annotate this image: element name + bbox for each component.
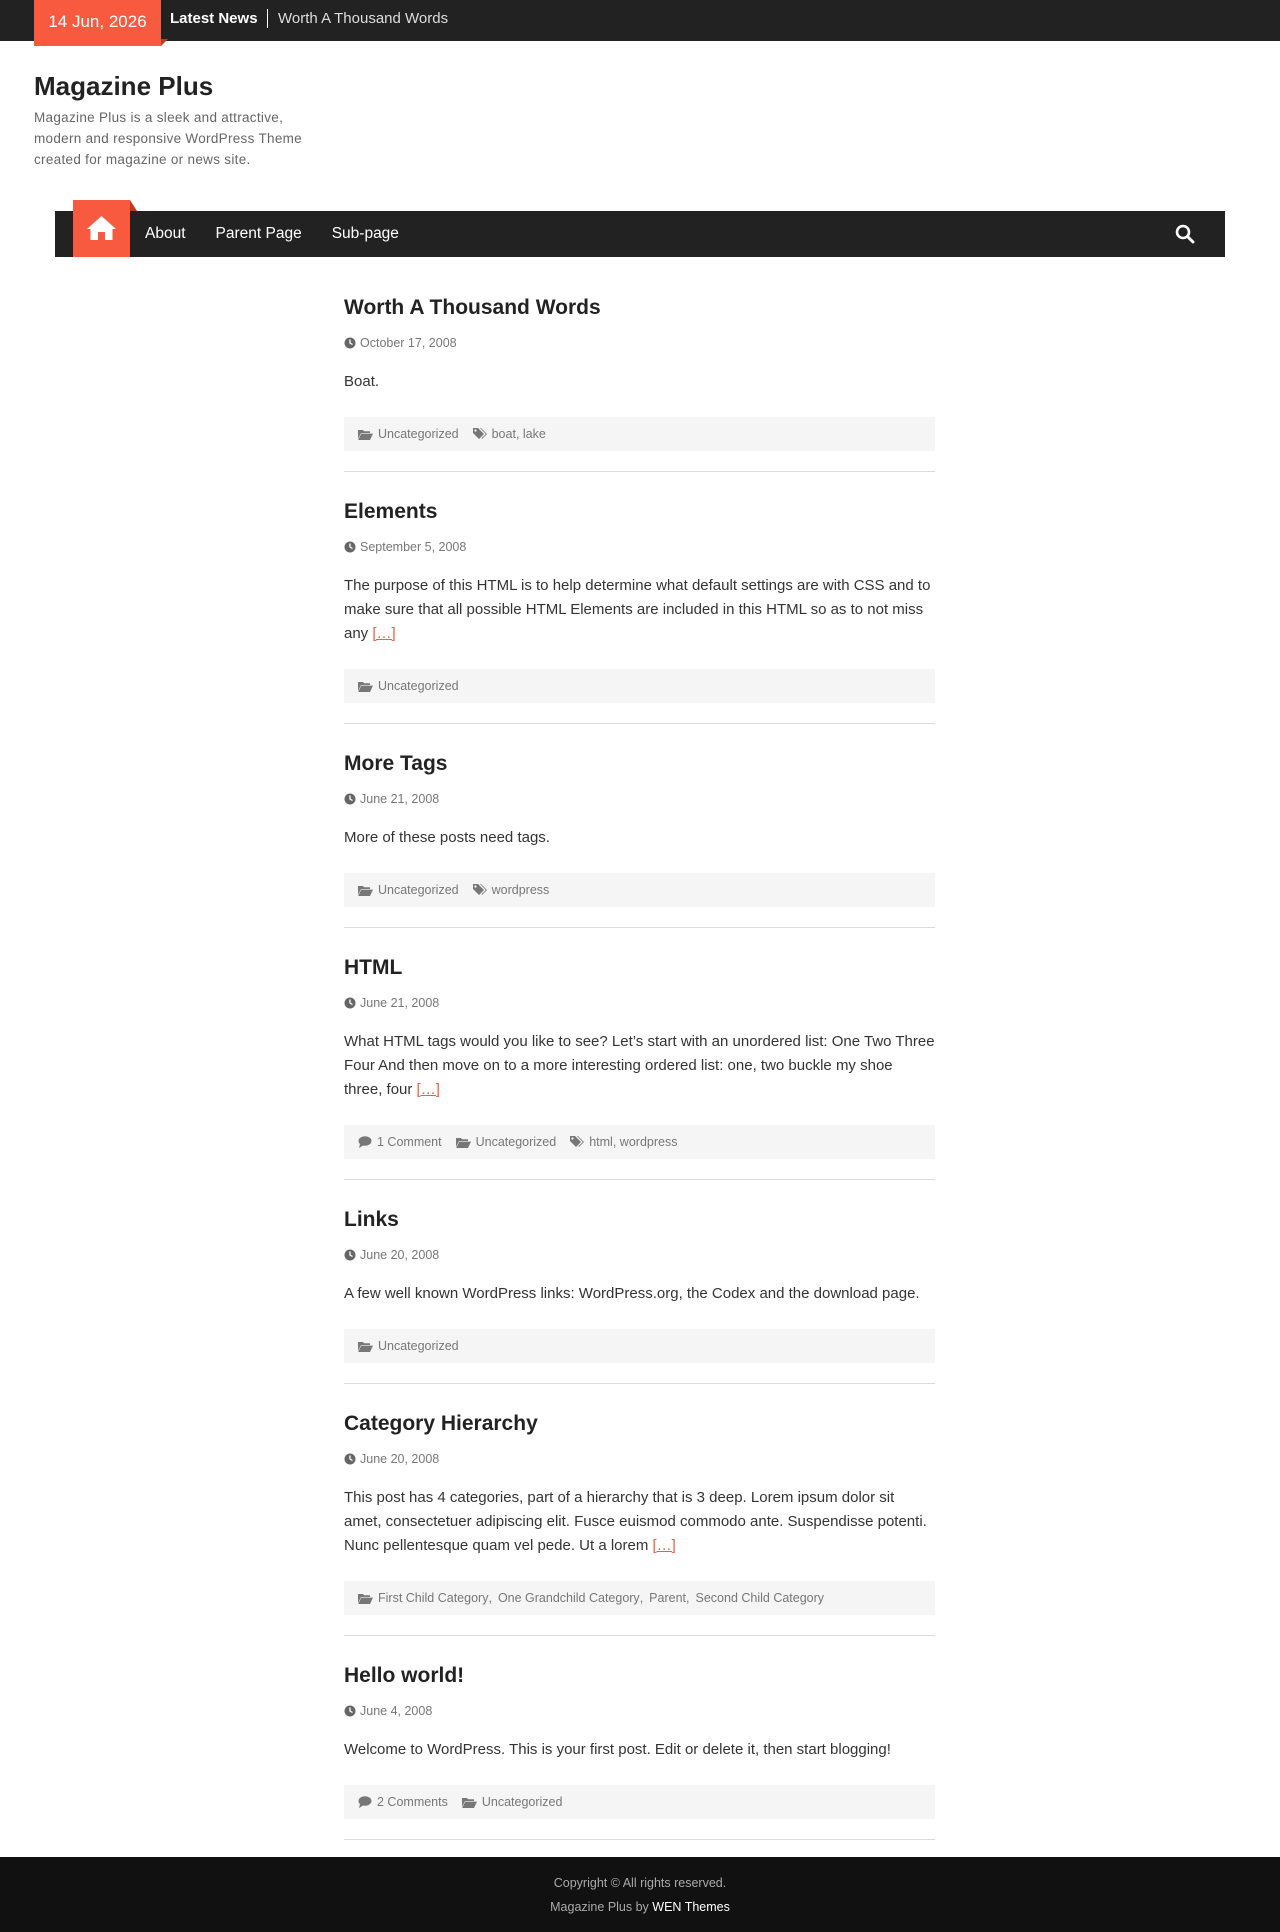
home-button[interactable] bbox=[73, 200, 130, 257]
clock-icon bbox=[344, 337, 356, 349]
post-excerpt-text: More of these posts need tags. bbox=[344, 829, 550, 846]
home-icon bbox=[86, 214, 117, 242]
post-excerpt bbox=[344, 1282, 935, 1306]
folder-open-icon bbox=[358, 885, 373, 896]
post-list bbox=[344, 293, 935, 1865]
folder-open-icon bbox=[358, 1341, 373, 1352]
post-excerpt bbox=[344, 1486, 935, 1558]
post-excerpt bbox=[344, 1030, 935, 1102]
post-card bbox=[344, 953, 935, 1180]
post-date-text[interactable]: September 5, 2008 bbox=[360, 540, 467, 554]
search-icon bbox=[1175, 224, 1195, 244]
site-title[interactable]: Magazine Plus bbox=[34, 71, 214, 101]
post-meta-footer bbox=[344, 1329, 935, 1363]
post-title[interactable]: Links bbox=[344, 1208, 399, 1231]
separator: , bbox=[515, 427, 523, 441]
post-card bbox=[344, 293, 935, 472]
tags-icon bbox=[570, 1136, 584, 1148]
post-excerpt-text: What HTML tags would you like to see? Let’s start with an unordered list: One Two Three Four And then move on to a more interesting ordered list: one, two buckle my shoe three, four bbox=[344, 1033, 935, 1098]
comments-link[interactable]: 1 Comment bbox=[377, 1135, 442, 1149]
category-link[interactable]: Uncategorized bbox=[378, 883, 459, 897]
read-more-link[interactable]: […] bbox=[372, 625, 396, 642]
nav-item-sub-page[interactable]: Sub-page bbox=[331, 225, 399, 242]
separator: , bbox=[612, 1135, 620, 1149]
main-navigation bbox=[55, 211, 1225, 257]
post-excerpt-text: Boat. bbox=[344, 373, 380, 390]
latest-news-item[interactable]: Worth A Thousand Words bbox=[278, 10, 449, 27]
credit-text bbox=[0, 1898, 1280, 1916]
nav-item-about[interactable]: About bbox=[145, 225, 186, 242]
post-meta-footer bbox=[344, 1125, 935, 1159]
site-footer bbox=[0, 1857, 1280, 1932]
categories-meta bbox=[358, 679, 459, 693]
post-date bbox=[344, 1703, 935, 1719]
post-date-text[interactable]: October 17, 2008 bbox=[360, 336, 457, 350]
clock-icon bbox=[344, 1705, 356, 1717]
category-link[interactable]: One Grandchild Category bbox=[497, 1591, 640, 1605]
post-date bbox=[344, 1451, 935, 1467]
post-card bbox=[344, 1409, 935, 1636]
post-card bbox=[344, 1661, 935, 1840]
tag-link[interactable]: lake bbox=[522, 427, 546, 441]
post-title[interactable]: More Tags bbox=[344, 752, 448, 775]
post-card bbox=[344, 1205, 935, 1384]
post-excerpt-text: The purpose of this HTML is to help determine what default settings are with CSS and to make sure that all possible HTML Elements are included in this HTML so as to not miss any bbox=[344, 577, 931, 642]
category-link[interactable]: Uncategorized bbox=[481, 1795, 563, 1809]
categories-meta bbox=[358, 427, 459, 441]
read-more-link[interactable]: […] bbox=[416, 1081, 440, 1098]
category-link[interactable]: Uncategorized bbox=[378, 427, 459, 441]
post-title[interactable]: Worth A Thousand Words bbox=[344, 296, 601, 319]
post-date-text[interactable]: June 21, 2008 bbox=[360, 792, 440, 806]
post-excerpt-text: Welcome to WordPress. This is your first post. Edit or delete it, then start blogging! bbox=[344, 1741, 891, 1758]
post-title[interactable]: Category Hierarchy bbox=[344, 1412, 538, 1435]
tags-meta bbox=[570, 1135, 677, 1149]
site-branding bbox=[0, 41, 1280, 211]
post-card bbox=[344, 497, 935, 724]
tags-meta bbox=[473, 883, 550, 897]
post-title[interactable]: Elements bbox=[344, 500, 438, 523]
comments-link[interactable]: 2 Comments bbox=[377, 1795, 448, 1809]
credit-link[interactable]: WEN Themes bbox=[652, 1900, 730, 1914]
categories-meta bbox=[358, 1591, 824, 1605]
post-excerpt bbox=[344, 1738, 935, 1762]
comments-meta bbox=[358, 1795, 448, 1809]
copyright-text: Copyright © All rights reserved. bbox=[553, 1876, 727, 1890]
post-date bbox=[344, 1247, 935, 1263]
post-excerpt bbox=[344, 574, 935, 646]
post-meta-footer bbox=[344, 873, 935, 907]
category-link[interactable]: Parent bbox=[649, 1591, 687, 1605]
folder-open-icon bbox=[462, 1797, 477, 1808]
comment-icon bbox=[358, 1136, 372, 1148]
top-bar bbox=[0, 0, 1280, 41]
post-date bbox=[344, 539, 935, 555]
clock-icon bbox=[344, 997, 356, 1009]
categories-meta bbox=[456, 1135, 557, 1149]
read-more-link[interactable]: […] bbox=[652, 1537, 676, 1554]
separator: , bbox=[639, 1591, 644, 1605]
tags-icon bbox=[473, 884, 487, 896]
post-card bbox=[344, 749, 935, 928]
category-link[interactable]: Second Child Category bbox=[695, 1591, 825, 1605]
post-date-text[interactable]: June 4, 2008 bbox=[360, 1704, 433, 1718]
post-meta-footer bbox=[344, 669, 935, 703]
clock-icon bbox=[344, 541, 356, 553]
current-date: 14 Jun, 2026 bbox=[34, 0, 161, 46]
post-date bbox=[344, 335, 935, 351]
site-description: Magazine Plus is a sleek and attractive, modern and responsive WordPress Theme created for magazine or news site. bbox=[34, 110, 302, 167]
category-link[interactable]: Uncategorized bbox=[475, 1135, 557, 1149]
tags-icon bbox=[473, 428, 487, 440]
tag-link[interactable]: wordpress bbox=[619, 1135, 678, 1149]
post-title[interactable]: Hello world! bbox=[344, 1664, 465, 1687]
post-date bbox=[344, 791, 935, 807]
nav-item-parent-page[interactable]: Parent Page bbox=[215, 225, 302, 242]
folder-open-icon bbox=[358, 429, 373, 440]
latest-news-label: Latest News bbox=[170, 9, 268, 28]
comment-icon bbox=[358, 1796, 372, 1808]
post-excerpt-text: A few well known WordPress links: WordPress.org, the Codex and the download page. bbox=[344, 1285, 920, 1302]
tags-meta bbox=[473, 427, 546, 441]
post-meta-footer bbox=[344, 417, 935, 451]
credit-prefix: Magazine Plus by bbox=[550, 1900, 653, 1914]
post-meta-footer bbox=[344, 1785, 935, 1819]
clock-icon bbox=[344, 1453, 356, 1465]
categories-meta bbox=[358, 883, 459, 897]
post-excerpt bbox=[344, 370, 935, 394]
tag-link[interactable]: boat bbox=[491, 427, 516, 441]
post-date-text[interactable]: June 20, 2008 bbox=[360, 1248, 440, 1262]
nav-menu bbox=[145, 211, 429, 257]
search-button[interactable] bbox=[1175, 224, 1195, 249]
post-excerpt-text: This post has 4 categories, part of a hierarchy that is 3 deep. Lorem ipsum dolor sit amet, consectetuer adipiscing elit. Fusce euismod commodo ante. Suspendisse potenti. Nunc pellentesque quam vel pede. Ut a lorem bbox=[344, 1489, 927, 1554]
clock-icon bbox=[344, 1249, 356, 1261]
clock-icon bbox=[344, 793, 356, 805]
comments-meta bbox=[358, 1135, 442, 1149]
separator: , bbox=[488, 1591, 492, 1605]
post-title[interactable]: HTML bbox=[344, 956, 403, 979]
post-meta-footer bbox=[344, 1581, 935, 1615]
separator: , bbox=[686, 1591, 690, 1605]
categories-meta bbox=[462, 1795, 563, 1809]
post-date bbox=[344, 995, 935, 1011]
category-link[interactable]: Uncategorized bbox=[378, 679, 459, 693]
category-link[interactable]: First Child Category bbox=[378, 1591, 489, 1605]
category-link[interactable]: Uncategorized bbox=[378, 1339, 459, 1353]
post-excerpt bbox=[344, 826, 935, 850]
folder-open-icon bbox=[358, 681, 373, 692]
categories-meta bbox=[358, 1339, 459, 1353]
post-date-text[interactable]: June 20, 2008 bbox=[360, 1452, 440, 1466]
post-date-text[interactable]: June 21, 2008 bbox=[360, 996, 440, 1010]
tag-link[interactable]: wordpress bbox=[491, 883, 550, 897]
folder-open-icon bbox=[358, 1593, 373, 1604]
folder-open-icon bbox=[456, 1137, 471, 1148]
tag-link[interactable]: html bbox=[589, 1135, 613, 1149]
